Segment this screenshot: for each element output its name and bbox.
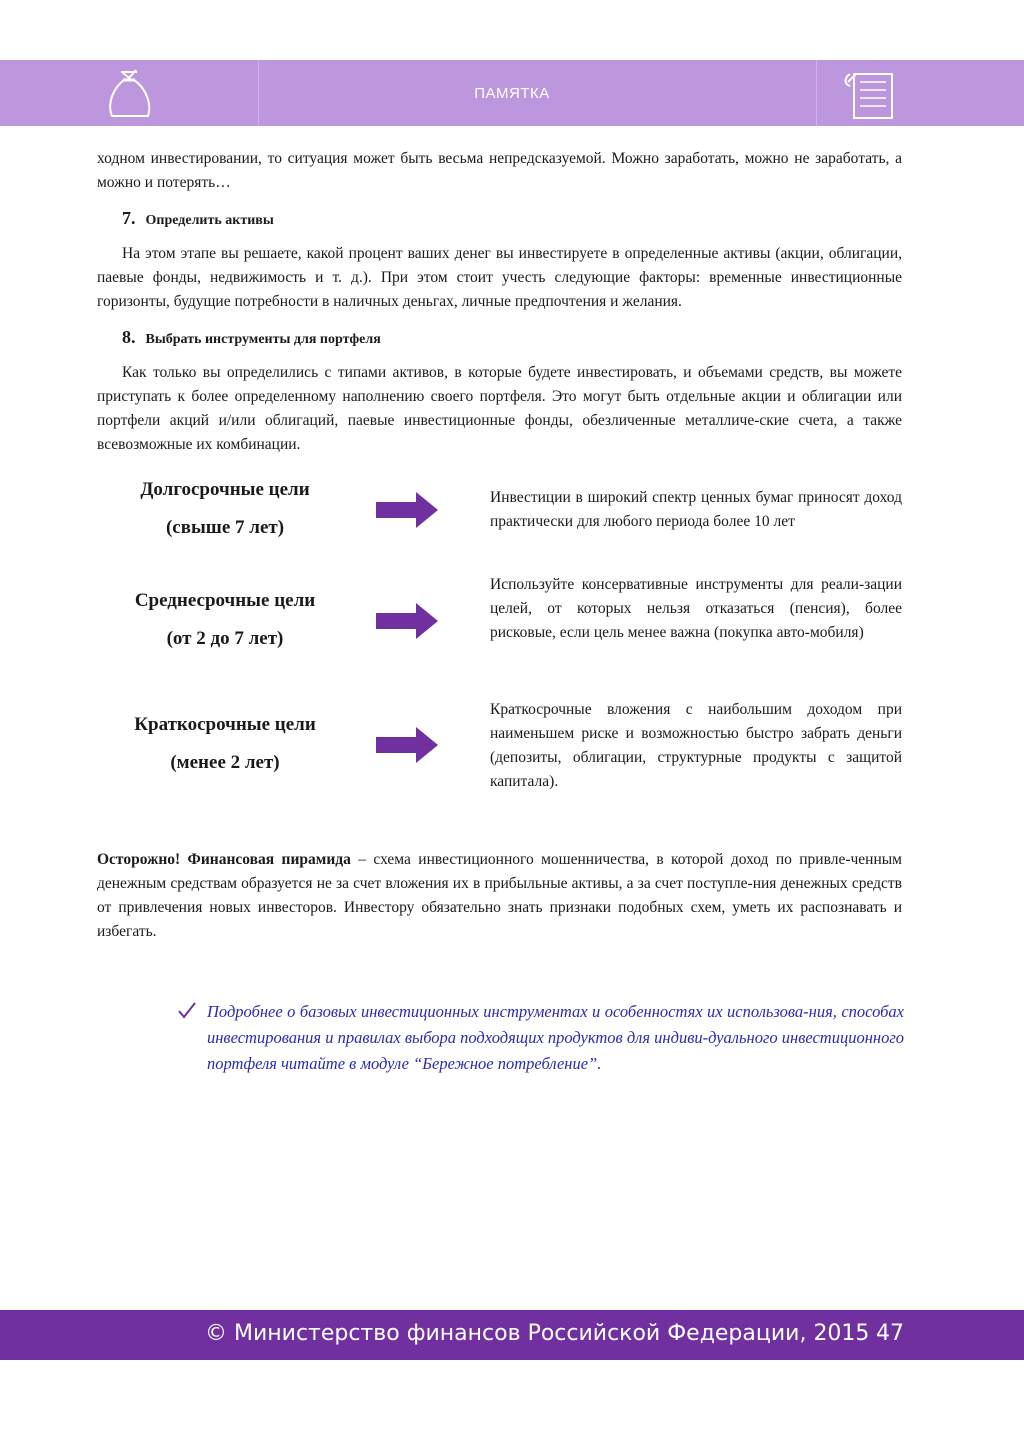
header-title: ПАМЯТКА	[474, 85, 550, 102]
goal-long-term	[100, 471, 350, 547]
section-number: 7.	[122, 208, 136, 228]
section-8-body	[97, 361, 902, 457]
page-number: 47	[876, 1321, 904, 1346]
goal-period: (свыше 7 лет)	[165, 517, 285, 538]
warning-lead: Осторожно! Финансовая пирамида	[97, 851, 351, 868]
right-arrow-icon	[376, 492, 440, 528]
section-7-text: На этом этапе вы решаете, какой процент ваших денег вы инвестируете в определенные активы (акции, облигации, паевые фонды, недвижимость и т. д.). При этом стоит учесть следующие факторы: временные инвестиционные горизонты, будущие потребности в наличных деньгах, личные предпочтения и желания.	[97, 245, 902, 310]
section-8-heading	[122, 327, 381, 348]
goal-title: Среднесрочные цели	[134, 590, 316, 611]
page-header	[0, 60, 1024, 126]
section-title: Определить активы	[145, 213, 274, 228]
goal-short-term	[100, 706, 350, 782]
copyright-text: © Министерство финансов Российской Федерации, 2015	[205, 1321, 870, 1346]
section-7-heading	[122, 208, 274, 229]
section-7-body	[97, 242, 902, 314]
further-reading-note: Подробнее о базовых инвестиционных инструментах и особенностях их использова-ния, способах инвестирования и правилах выбора подходящих продуктов для индиви-дуального инвестиционного портфеля читайте в модуле “Бережное потребление”.	[207, 1002, 905, 1073]
page-footer	[0, 1310, 1024, 1360]
section-8-text: Как только вы определились с типами активов, в которые будете инвестировать, и объемами средств, вы можете приступать к более определенному наполнению своего портфеля. Это могут быть отдельные акции и облигации или портфели акций и/или облигаций, паевые инвестиционные фонды, обезличенные металличе-ские счета, а также всевозможные их комбинации.	[97, 364, 902, 453]
section-number: 8.	[122, 327, 136, 347]
goal-title: Долгосрочные цели	[140, 479, 310, 500]
goal-period: (менее 2 лет)	[170, 752, 280, 773]
right-arrow-icon	[376, 603, 440, 639]
checkmark-icon	[176, 1000, 198, 1022]
goal-long-term-description: Инвестиции в широкий спектр ценных бумаг приносят доход практически для любого периода более 10 лет	[490, 489, 902, 530]
intro-paragraph	[97, 147, 902, 195]
goal-mid-term	[100, 582, 350, 658]
goal-mid-term-description: Используйте консервативные инструменты для реали-зации целей, от которых нельзя отказаться (пенсия), более рисковые, если цель менее важна (покупка авто-мобиля)	[490, 576, 902, 641]
warning-text: – схема инвестиционного мошенничества, в которой доход по привле-ченным денежным средствам образуется не за счет вложения их в прибыльные активы, а за счет поступле-ния денежных средств от привлечения новых инвесторов. Инвестору обязательно знать признаки подобных схем, уметь их распознавать и избегать.	[97, 851, 902, 940]
warning-paragraph	[97, 848, 902, 944]
goal-period: (от 2 до 7 лет)	[166, 628, 284, 649]
goal-short-term-description: Краткосрочные вложения с наибольшим доходом при наименьшем риске и возможностью быстро забрать деньги (депозиты, облигации, структурные продукты с защитой капитала).	[490, 701, 902, 790]
intro-text: ходном инвестировании, то ситуация может быть весьма непредсказуемой. Можно заработать, можно не заработать, а можно и потерять…	[97, 150, 902, 191]
goal-title: Краткосрочные цели	[134, 714, 316, 735]
section-title: Выбрать инструменты для портфеля	[145, 332, 381, 347]
right-arrow-icon	[376, 727, 440, 763]
notepad-icon	[840, 64, 900, 122]
